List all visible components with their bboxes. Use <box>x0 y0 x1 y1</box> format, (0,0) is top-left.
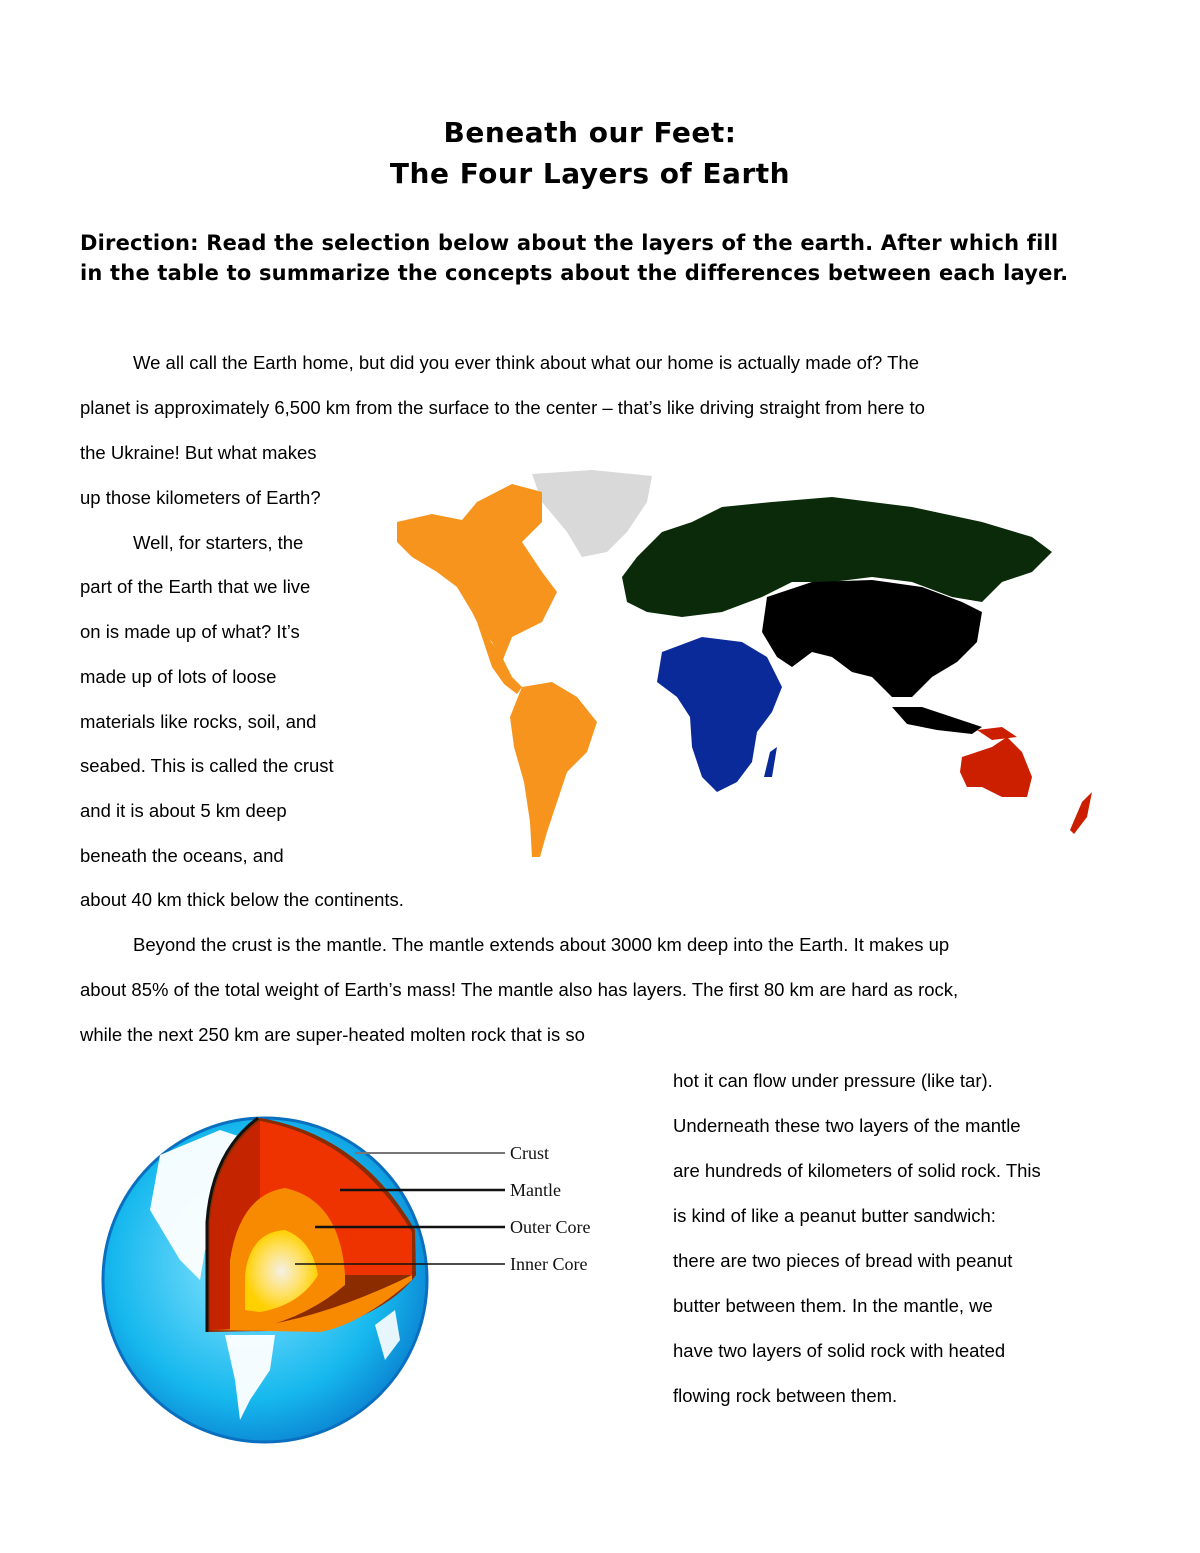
australia-shape <box>960 737 1032 797</box>
body-line: there are two pieces of bread with peanut <box>673 1250 1013 1271</box>
body-line: hot it can flow under pressure (like tar). <box>673 1070 993 1091</box>
asia-shape <box>762 580 982 697</box>
body-line: materials like rocks, soil, and <box>80 711 317 732</box>
page-title-line-1: Beneath our Feet: <box>443 116 737 149</box>
direction-text: Direction: Read the selection below about the layers of the earth. After which fill in the table to summarize the concepts about the differences between each layer. <box>80 231 1069 285</box>
new-zealand-shape <box>1070 792 1092 834</box>
body-line: while the next 250 km are super-heated molten rock that is so <box>80 1024 585 1045</box>
body-line: Beyond the crust is the mantle. The mantle extends about 3000 km deep into the Earth. It makes up <box>133 934 950 955</box>
body-line: seabed. This is called the crust <box>80 755 334 776</box>
body-line: beneath the oceans, and <box>80 845 284 866</box>
body-line: is kind of like a peanut butter sandwich: <box>673 1205 996 1226</box>
body-line: on is made up of what? It’s <box>80 621 300 642</box>
body-line: made up of lots of loose <box>80 666 277 687</box>
madagascar-shape <box>764 747 777 777</box>
new-guinea-shape <box>977 727 1017 740</box>
inner-core-label: Inner Core <box>510 1254 588 1274</box>
body-line: We all call the Earth home, but did you ever think about what our home is actually made of? The <box>133 352 920 373</box>
body-line: butter between them. In the mantle, we <box>673 1295 993 1316</box>
body-line: and it is about 5 km deep <box>80 800 287 821</box>
body-line: Underneath these two layers of the mantle <box>673 1115 1021 1136</box>
body-line: are hundreds of kilometers of solid rock. This <box>673 1160 1041 1181</box>
page-title-line-2: The Four Layers of Earth <box>389 157 791 190</box>
body-line: planet is approximately 6,500 km from the surface to the center – that’s like driving straight from here to <box>80 397 925 418</box>
body-line: Well, for starters, the <box>133 532 304 553</box>
earth-layers-diagram <box>100 1100 650 1500</box>
crust-label: Crust <box>510 1143 550 1163</box>
world-map-image <box>392 462 1152 872</box>
body-line: the Ukraine! But what makes <box>80 442 317 463</box>
south-america-shape <box>510 682 597 857</box>
body-line: flowing rock between them. <box>673 1385 898 1406</box>
body-line: about 40 km thick below the continents. <box>80 889 404 910</box>
greenland-shape <box>532 470 652 557</box>
body-line: have two layers of solid rock with heated <box>673 1340 1006 1361</box>
body-line: up those kilometers of Earth? <box>80 487 321 508</box>
body-line: part of the Earth that we live <box>80 576 311 597</box>
southeast-asia-shape <box>892 707 982 734</box>
north-america-shape <box>397 484 557 662</box>
outer-core-label: Outer Core <box>510 1217 591 1237</box>
body-line: about 85% of the total weight of Earth’s mass! The mantle also has layers. The first 80 km are hard as rock, <box>80 979 959 1000</box>
africa-shape <box>657 637 782 792</box>
mantle-label: Mantle <box>510 1180 561 1200</box>
